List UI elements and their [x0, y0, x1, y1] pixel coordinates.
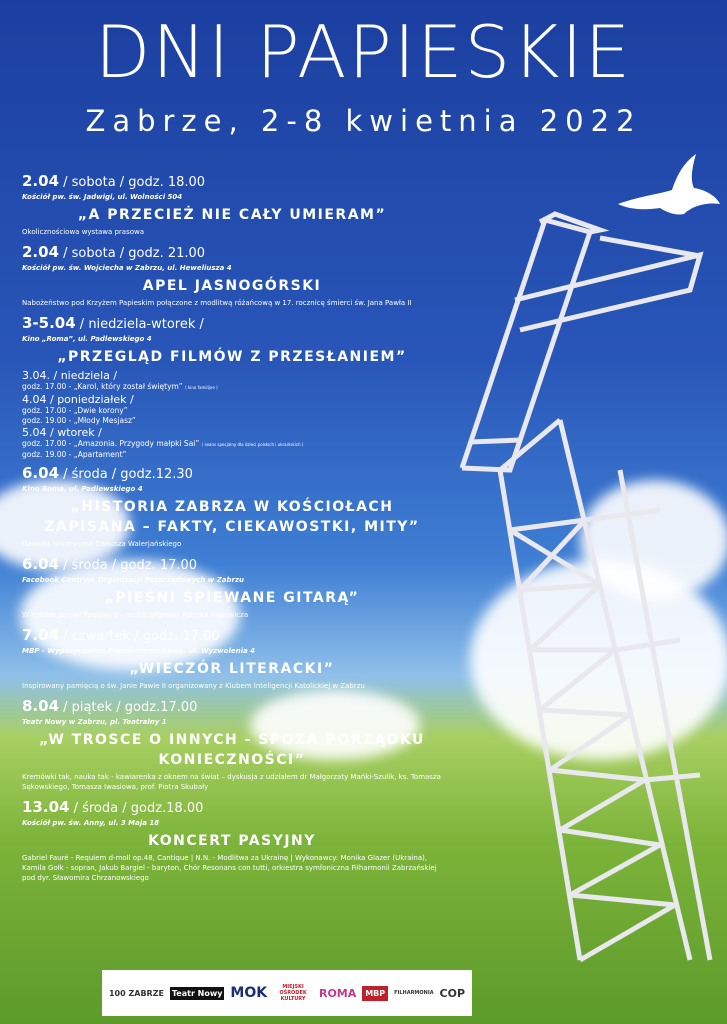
- film-line: godz. 17.00 - „Karol, który został świętym”: [22, 382, 183, 391]
- film-line: godz. 19.00 - „Apartament”: [22, 450, 127, 459]
- logo-mok: MOK: [230, 985, 268, 1001]
- event-time: / środa / godz. 17.00: [59, 558, 198, 573]
- event-venue: Kościół pw. św. Jadwigi, ul. Wolności 504: [22, 193, 183, 201]
- event-venue: Teatr Nowy w Zabrzu, pl. Teatralny 1: [22, 718, 167, 726]
- event-title: „PRZEGLĄD FILMÓW Z PRZESŁANIEM”: [57, 349, 407, 365]
- film-line: godz. 17.00 - „Amazonia. Przygody małpki Sai”: [22, 439, 200, 448]
- event-time: / niedziela-wtorek /: [75, 317, 204, 332]
- film-day: 3.04. / niedziela /: [22, 369, 118, 382]
- logo-roma: ROMA: [318, 986, 357, 1000]
- event-date: 8.04: [22, 697, 60, 715]
- event-title: „A PRZECIEŻ NIE CAŁY UMIERAM”: [77, 207, 387, 223]
- film-line: godz. 19.00 - „Młody Mesjasz”: [22, 416, 136, 425]
- event-description: W hołdzie Janowi Pawłowi II – recital gitarowy Patryka Filipowicza: [22, 611, 249, 619]
- event-item: [22, 798, 442, 883]
- event-item: [22, 555, 442, 620]
- event-time: / piątek / godz.17.00: [59, 700, 198, 715]
- event-description: Inspirowany pamięcią o św. Janie Pawle II organizowany z Klubem Inteligencji Katolickiej w Zabrzu: [22, 682, 365, 690]
- event-time: / czwartek / godz. 17.00: [59, 629, 220, 644]
- event-item: [22, 464, 442, 549]
- event-date: 3-5.04: [22, 314, 76, 332]
- event-date: 7.04: [22, 626, 60, 644]
- poster-subtitle: Zabrze, 2-8 kwietnia 2022: [85, 104, 642, 138]
- event-description: Kremówki tak, nauka tak - kawiarenka z oknem na świat – dyskusja z udziałem dr Małgorzaty Mańki-Szulik, ks. Tomasza Sękowskiego, Tomasza Iwasiowa, prof. Piotra Skubały: [22, 773, 441, 791]
- dove-icon: [618, 154, 720, 215]
- sponsor-logos: [102, 970, 472, 1016]
- event-venue: Kościół pw. św. Wojciecha w Zabrzu, ul. Heweliusza 4: [22, 264, 232, 272]
- event-time: / środa / godz.12.30: [59, 467, 193, 482]
- event-title: „PIEŚNI ŚPIEWANE GITARĄ”: [104, 590, 360, 606]
- logo-mbp: MBP: [362, 986, 388, 1001]
- event-date: 6.04: [22, 555, 60, 573]
- event-venue: Kościół pw. św. Anny, ul. 3 Maja 18: [22, 819, 160, 827]
- event-item: [22, 314, 442, 460]
- event-description: Nabożeństwo pod Krzyżem Papieskim połączone z modlitwą różańcową w 17. rocznicę śmierci św. Jana Pawła II: [22, 299, 412, 307]
- event-venue: MBP - Wypożyczalnia Popularnonaukowa, ul. Wyzwolenia 4: [22, 647, 256, 655]
- event-item: [22, 243, 442, 308]
- event-description: Gawęda historyczna Dariusza Walerjańskiego: [22, 540, 182, 548]
- film-note: ( seans specjalny dla dzieci polskich i ukraińskich ): [201, 442, 304, 447]
- event-description: Gabriel Fauré - Requiem d-moll op.48, Cantique | N.N. - Modlitwa za Ukrainę | Wykonawcy: Monika Glazer (Ukraina), Kamila Gołk - sopran, Jakub Bargiel - baryton, Chór Resonans con tutti, orkiestra symfoniczna Filharmonii Zabrzańskiej pod dyr. Sławomira Chrzanowskiego: [22, 854, 437, 882]
- event-time: / sobota / godz. 18.00: [59, 175, 206, 190]
- event-list: [22, 172, 442, 889]
- event-date: 13.04: [22, 798, 70, 816]
- logo-cop: COP: [439, 986, 466, 1000]
- event-description: Okolicznościowa wystawa prasowa: [22, 228, 145, 236]
- event-item: [22, 697, 442, 792]
- event-date: 6.04: [22, 464, 60, 482]
- event-date: 2.04: [22, 172, 60, 190]
- logo-filharmonia: FILHARMONIA: [394, 990, 434, 996]
- event-title: APEL JASNOGÓRSKI: [142, 278, 322, 294]
- event-item: [22, 172, 442, 237]
- event-venue: Facebook Centrum Organizacji Pozarządowych w Zabrzu: [22, 576, 245, 584]
- poster-title: DNI PAPIESKIE: [94, 10, 633, 94]
- event-venue: Kino Roma, ul. Padlewskiego 4: [22, 485, 143, 493]
- film-note: ( kino familijne ): [185, 385, 218, 390]
- event-time: / środa / godz.18.00: [69, 801, 204, 816]
- film-day: 4.04 / poniedziałek /: [22, 393, 134, 406]
- event-time: / sobota / godz. 21.00: [59, 246, 206, 261]
- logo-mok-text: MIEJSKI OŚRODEK KULTURY: [279, 984, 307, 1002]
- event-venue: Kino „Roma”, ul. Padlewskiego 4: [22, 335, 152, 343]
- event-item: [22, 626, 442, 691]
- logo-teatr-nowy: Teatr Nowy: [171, 988, 223, 998]
- event-title: „W TROSCE O INNYCH - SPOZA PORZĄDKU KONIECZNOŚCI”: [39, 732, 425, 768]
- event-date: 2.04: [22, 243, 60, 261]
- event-title: KONCERT PASYJNY: [148, 833, 316, 849]
- film-line: godz. 17.00 - „Dwie korony”: [22, 406, 128, 415]
- event-title: „HISTORIA ZABRZA W KOŚCIOŁACH ZAPISANA – FAKTY, CIEKAWOSTKI, MITY”: [44, 499, 420, 535]
- event-title: „WIECZÓR LITERACKI”: [129, 661, 335, 677]
- film-day: 5.04 / wtorek /: [22, 426, 102, 439]
- film-schedule: [22, 369, 442, 460]
- logo-zabrze: 100 ZABRZE: [108, 988, 164, 998]
